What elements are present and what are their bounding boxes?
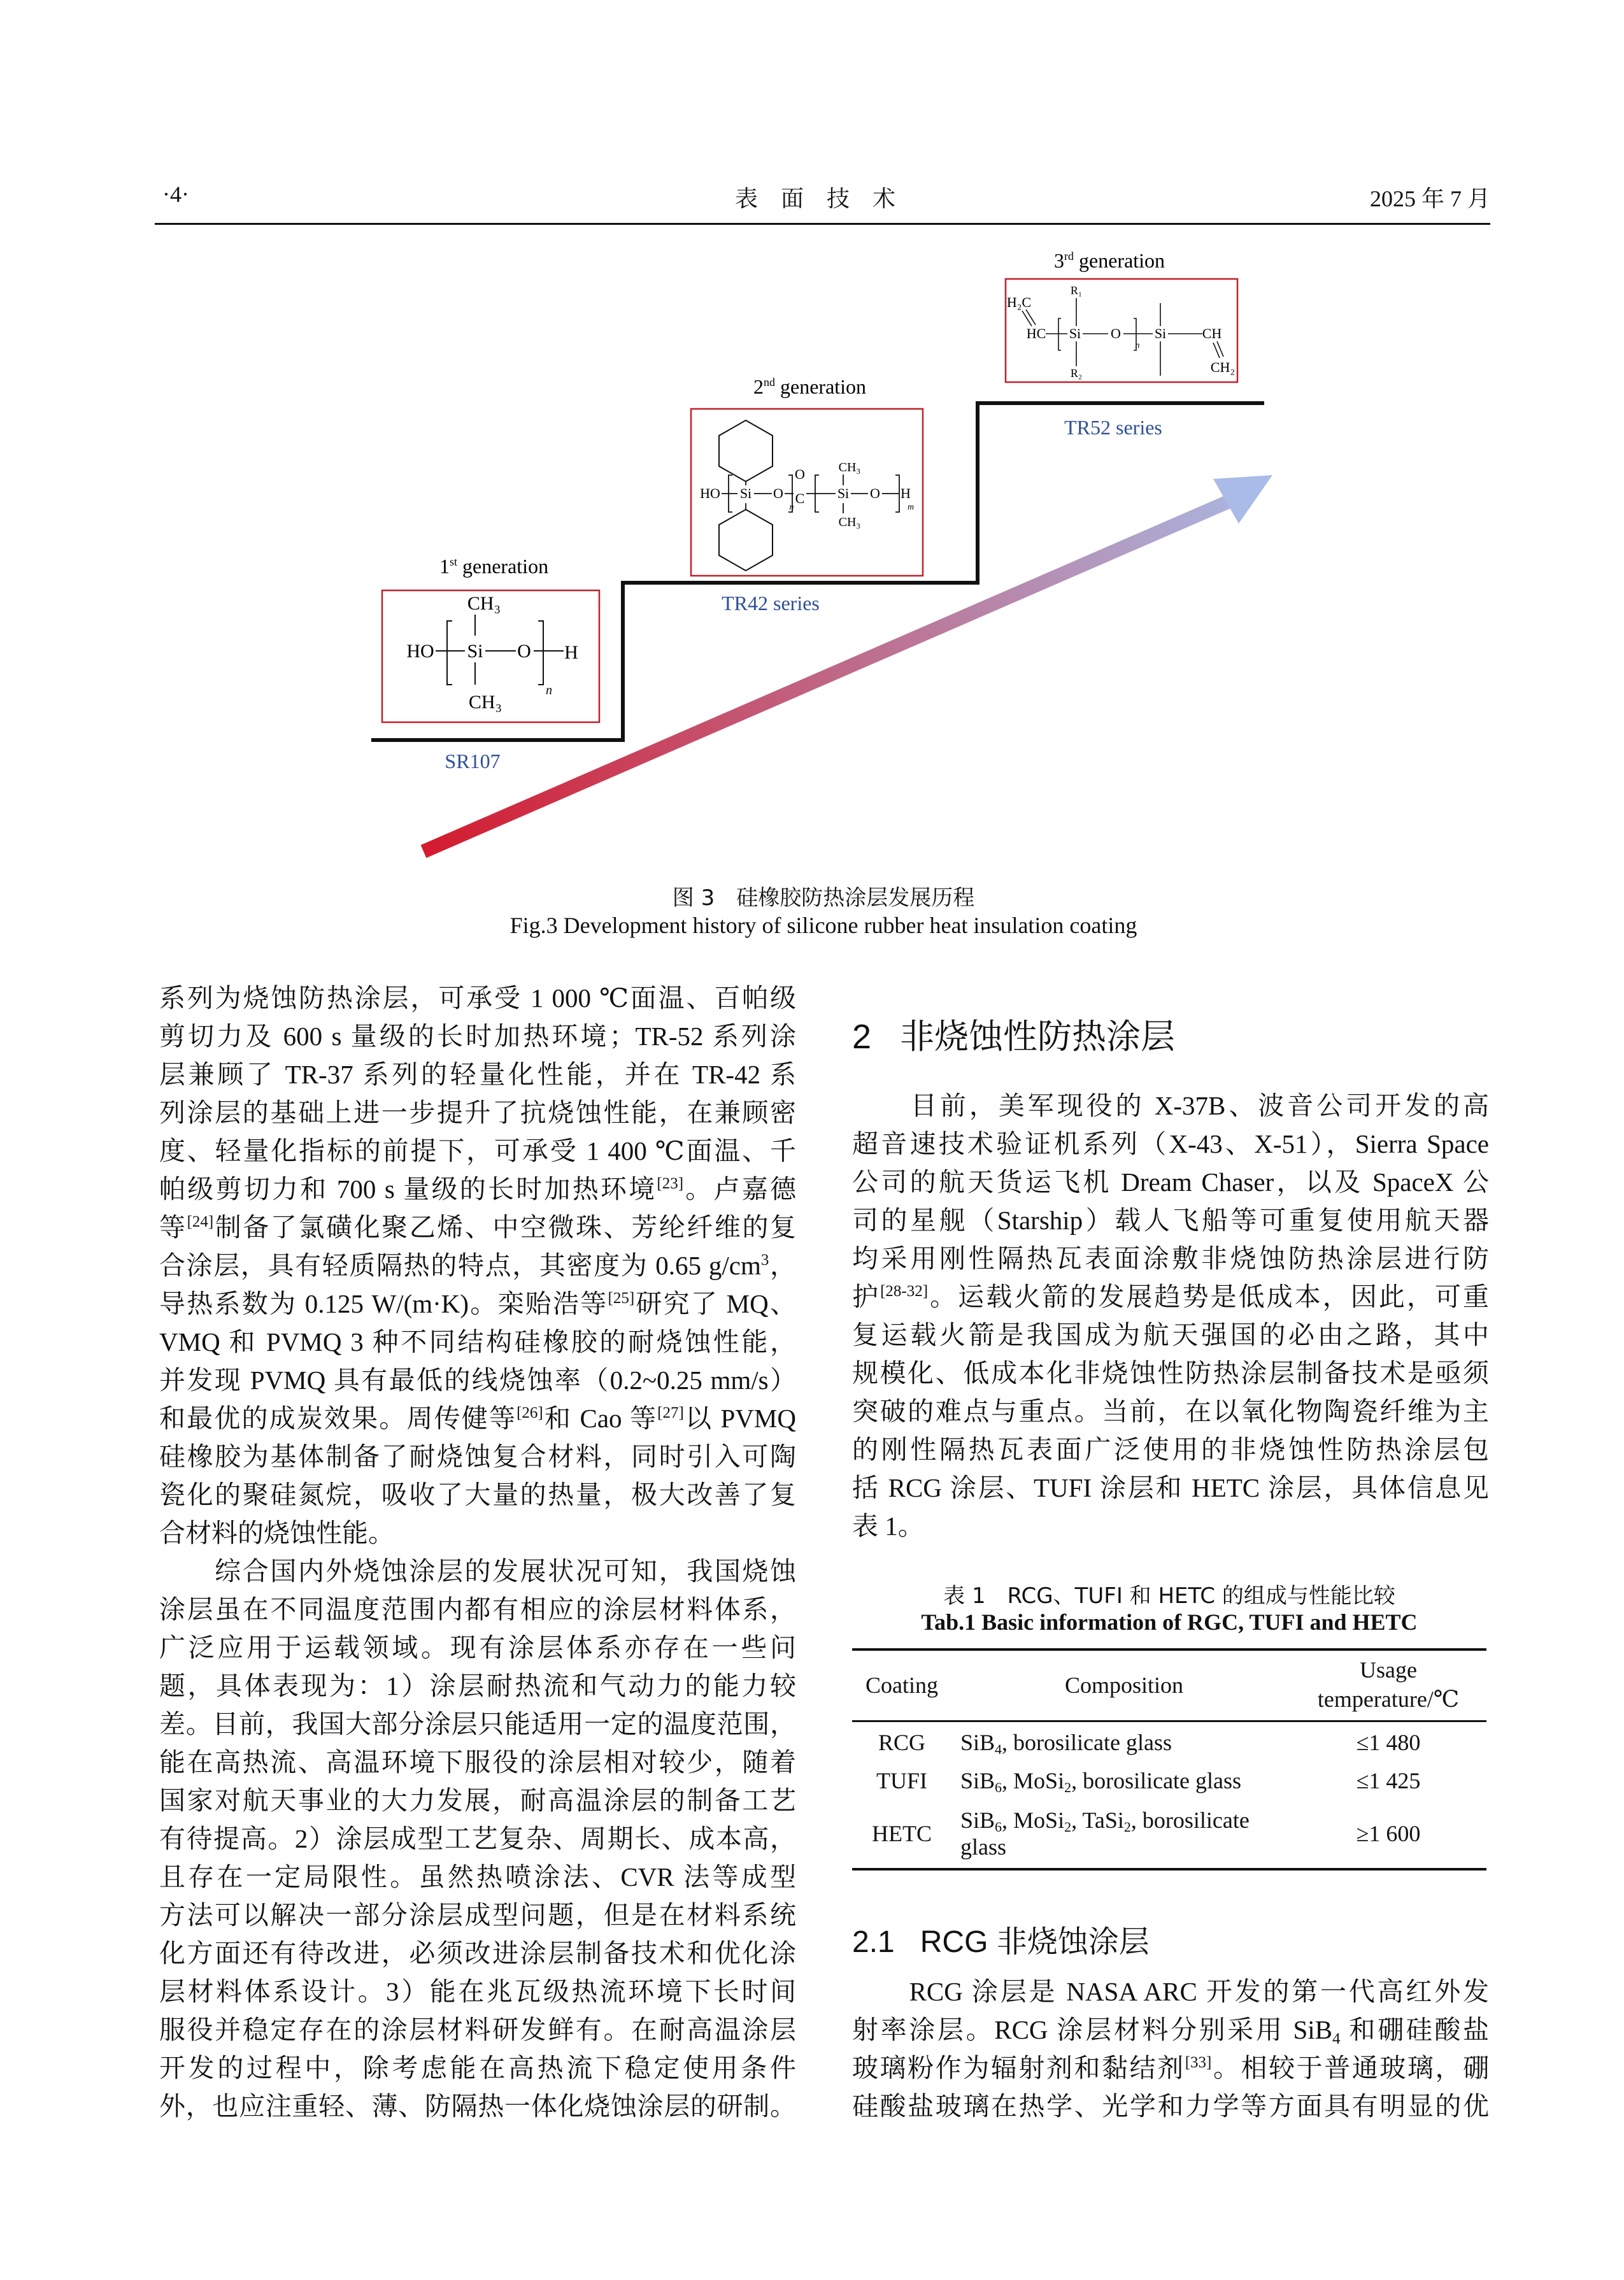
svg-text:H: H [901, 485, 911, 501]
section-2-1-heading [852, 1917, 1150, 1961]
text-run: 突破的难点与重点。当前，在以氧化物陶瓷纤维为主 [852, 1397, 1489, 1426]
figure-caption-cn: 图 3 硅橡胶防热涂层发展历程 [672, 885, 975, 911]
svg-text:O: O [517, 641, 531, 662]
citation-superscript: 3 [760, 1251, 769, 1269]
svg-text:CH₃: CH₃ [468, 692, 502, 713]
text-line [159, 1476, 796, 1514]
gen3-label: 3rd generation [1054, 249, 1165, 272]
text-line [159, 1972, 796, 2011]
text-run: 合涂层，具有轻质隔热的特点，其密度为 0.65 g/cm [159, 1251, 761, 1280]
text-run: 广泛应用于运载领域。现有涂层体系亦存在一些问 [159, 1633, 796, 1662]
svg-text:Si: Si [837, 485, 850, 501]
text-run: 复运载火箭是我国成为航天强国的必由之路，其中 [852, 1320, 1489, 1350]
text-line [159, 1132, 796, 1170]
text-line [852, 1087, 1489, 1125]
text-line [159, 1399, 796, 1437]
text-run: SiB [960, 1730, 995, 1755]
section-2-heading [852, 1009, 1175, 1058]
text-run: 服役并稳定存在的涂层材料研发鲜有。在耐高温涂层 [159, 2015, 796, 2044]
text-run: 且存在一定局限性。虽然热喷涂法、CVR 法等成型 [159, 1862, 796, 1892]
text-run: 表 1。 [852, 1511, 924, 1541]
svg-text:n: n [1135, 341, 1140, 350]
text-run: 括 RCG 涂层、TUFI 涂层和 HETC 涂层，具体信息见 [852, 1473, 1489, 1502]
text-line [159, 1437, 796, 1476]
svg-text:n: n [789, 502, 794, 512]
text-run: 护 [852, 1282, 881, 1311]
text-line [159, 979, 796, 1017]
gen2-label: 2nd generation [753, 375, 867, 398]
text-line [159, 1743, 796, 1781]
text-line [159, 1055, 796, 1094]
text-line [159, 1590, 796, 1628]
text-line [159, 1246, 796, 1285]
svg-text:H: H [564, 642, 578, 663]
gen1-label: 1st generation [439, 555, 549, 578]
header-coating: Coating [865, 1672, 938, 1698]
svg-text:O: O [773, 485, 783, 501]
svg-text:CH₃: CH₃ [838, 515, 861, 529]
text-run: 和硼硅酸盐 [1340, 2015, 1490, 2044]
text-run: VMQ 和 PVMQ 3 种不同结构硅橡胶的耐烧蚀性能， [159, 1327, 796, 1357]
subscript: 4 [1332, 2030, 1341, 2048]
text-run: 合材料的烧蚀性能。 [159, 1518, 394, 1548]
text-run: 层材料体系设计。3）能在兆瓦级热流环境下长时间 [159, 1977, 796, 2006]
text-run: 方法可以解决一部分涂层成型问题，但是在材料系统 [159, 1900, 796, 1930]
text-line [159, 1285, 796, 1323]
text-run: 导热系数为 0.125 W/(m·K)。栾贻浩等 [159, 1289, 608, 1318]
svg-text:HO: HO [406, 641, 434, 662]
text-line [852, 1316, 1489, 1354]
text-line [852, 1163, 1489, 1201]
text-line [159, 1934, 796, 1972]
subscript: 4 [995, 1741, 1002, 1757]
table-bottom-rule [852, 1868, 1486, 1870]
section-title: RCG 非烧蚀涂层 [920, 1925, 1150, 1959]
text-run: 外，也应注重轻、薄、防隔热一体化烧蚀涂层的研制。 [159, 2091, 796, 2121]
subscript: 6 [995, 1819, 1002, 1835]
text-line [852, 1278, 1489, 1316]
text-run: 硅酸盐玻璃在热学、光学和力学等方面具有明显的优 [852, 2091, 1489, 2121]
svg-text:O: O [870, 485, 880, 501]
svg-text:Si: Si [467, 641, 483, 662]
text-line [159, 1094, 796, 1132]
text-line [852, 1430, 1489, 1469]
cell-coating: TUFI [876, 1768, 927, 1793]
text-line [852, 1201, 1489, 1239]
text-run: 题，具体表现为：1）涂层耐热流和气动力的能力较 [159, 1671, 796, 1700]
text-line [159, 1896, 796, 1934]
svg-text:CH: CH [1202, 325, 1222, 341]
subscript: 2 [1064, 1819, 1072, 1835]
svg-text:CH₃: CH₃ [467, 593, 501, 614]
citation-superscript: [28-32] [880, 1283, 929, 1300]
text-line [159, 1170, 796, 1208]
text-line [159, 1858, 796, 1896]
cell-coating: HETC [872, 1821, 932, 1846]
svg-text:H₂C: H₂C [1006, 294, 1032, 310]
svg-text:R₂: R₂ [1070, 367, 1083, 380]
text-line [852, 1469, 1489, 1507]
text-line [159, 2011, 796, 2049]
left-column-text [159, 979, 796, 2125]
text-run: 化方面还有待改进，必须改进涂层制备技术和优化涂 [159, 1939, 796, 1968]
text-run: 综合国内外烧蚀涂层的发展状况可知，我国烧蚀 [159, 1557, 796, 1586]
table-top-rule [852, 1648, 1486, 1651]
text-run: 硅橡胶为基体制备了耐烧蚀复合材料，同时引入可陶 [159, 1442, 796, 1471]
text-run: 司的星舰（Starship）载人飞船等可重复使用航天器 [852, 1206, 1489, 1235]
table-header-rule [852, 1720, 1486, 1722]
text-line [159, 2087, 796, 2125]
cell-composition [960, 1728, 1172, 1756]
table-title-cn: 表 1 RCG、TUFI 和 HETC 的组成与性能比较 [943, 1583, 1395, 1609]
text-line [852, 2011, 1489, 2049]
text-run: 层兼顾了 TR-37 系列的轻量化性能，并在 TR-42 系 [159, 1060, 796, 1089]
text-line [159, 1820, 796, 1858]
page-number: ·4· [162, 182, 189, 207]
text-run: , borosilicate glass [1071, 1768, 1242, 1793]
text-run: SiB [960, 1768, 995, 1793]
text-run: 并发现 PVMQ 具有最低的线烧蚀率（0.2~0.25 mm/s） [159, 1365, 796, 1395]
text-run: 。运载火箭的发展趋势是低成本，因此，可重 [928, 1282, 1490, 1311]
cell-temperature: ≤1 480 [1356, 1730, 1421, 1755]
section-2-text [852, 1087, 1489, 1545]
text-run: 瓷化的聚硅氮烷，吸收了大量的热量，极大改善了复 [159, 1480, 796, 1509]
text-run: ， [769, 1251, 797, 1280]
svg-text:HC: HC [1026, 325, 1046, 341]
text-run: , TaSi [1071, 1807, 1124, 1833]
text-run: 列涂层的基础上进一步提升了抗烧蚀性能，在兼顾密 [159, 1098, 796, 1127]
text-line [159, 1323, 796, 1361]
text-line [852, 1239, 1489, 1278]
section-2-1-text [852, 1972, 1489, 2125]
text-run: 和最优的成炭效果。周传健等 [159, 1404, 517, 1433]
text-run: 以 PVMQ [683, 1404, 796, 1433]
svg-text:CH₂: CH₂ [1210, 359, 1236, 375]
svg-text:R₁: R₁ [1070, 284, 1083, 297]
gen2-box [691, 409, 923, 576]
cell-composition [960, 1767, 1241, 1795]
subscript: 2 [1064, 1779, 1072, 1795]
section-title: 非烧蚀性防热涂层 [900, 1018, 1176, 1056]
text-run: 目前，美军现役的 X-37B、波音公司开发的高 [852, 1091, 1489, 1120]
text-line [852, 2087, 1489, 2125]
text-line [159, 1628, 796, 1667]
cell-temperature: ≥1 600 [1356, 1821, 1421, 1846]
text-line [159, 1781, 796, 1820]
text-run: 剪切力及 600 s 量级的长时加热环境；TR-52 系列涂 [159, 1022, 796, 1051]
section-number: 2 [852, 1018, 872, 1056]
header-temperature: temperature/℃ [1317, 1686, 1460, 1712]
text-line [159, 1017, 796, 1055]
svg-text:n: n [546, 683, 552, 697]
svg-text:O: O [1111, 325, 1121, 341]
citation-superscript: [24] [187, 1213, 214, 1230]
svg-text:CH₃: CH₃ [838, 460, 861, 474]
svg-text:O: O [795, 466, 805, 482]
figure-caption-en: Fig.3 Development history of silicone rubber heat insulation coating [509, 913, 1137, 938]
journal-title: 表 面 技 术 [734, 186, 895, 212]
text-run: 等 [159, 1213, 187, 1242]
text-run: 差。目前，我国大部分涂层只能适用一定的温度范围， [159, 1709, 796, 1739]
text-run: 帕级剪切力和 700 s 量级的长时加热环境 [159, 1174, 657, 1204]
text-run: 和 Cao 等 [543, 1404, 658, 1433]
text-run: 公司的航天货运飞机 Dream Chaser，以及 SpaceX 公 [852, 1167, 1489, 1197]
series-sr107: SR107 [445, 750, 501, 773]
text-run: 射率涂层。RCG 涂层材料分别采用 SiB [852, 2015, 1333, 2044]
text-run: 。卢嘉德 [683, 1174, 796, 1204]
text-run: 的刚性隔热瓦表面广泛使用的非烧蚀性防热涂层包 [852, 1435, 1489, 1464]
text-run: , borosilicate glass [1002, 1730, 1172, 1755]
text-run: , MoSi [1002, 1768, 1065, 1793]
text-run: 均采用刚性隔热瓦表面涂敷非烧蚀防热涂层进行防 [852, 1244, 1489, 1273]
text-run: 度、轻量化指标的前提下，可承受 1 400 ℃面温、千 [159, 1136, 796, 1165]
text-line [159, 1361, 796, 1399]
cell-composition [960, 1806, 1250, 1834]
text-run: 。相较于普通玻璃，硼 [1211, 2053, 1490, 2083]
text-run: 超音速技术验证机系列（X-43、X-51），Sierra Space [852, 1129, 1489, 1158]
text-line [159, 1705, 796, 1743]
table-title-en: Tab.1 Basic information of RGC, TUFI and HETC [921, 1609, 1418, 1635]
gen2-structure [700, 420, 914, 571]
citation-superscript: [27] [657, 1404, 684, 1421]
figure-3-diagram [0, 0, 1624, 892]
subscript: 6 [995, 1779, 1002, 1795]
text-line [159, 1514, 796, 1552]
text-run: 涂层虽在不同温度范围内都有相应的涂层材料体系， [159, 1595, 796, 1624]
text-run: 系列为烧蚀防热涂层，可承受 1 000 ℃面温、百帕级 [159, 983, 796, 1013]
svg-text:Si: Si [739, 485, 752, 501]
text-line [159, 1208, 796, 1246]
text-run: 国家对航天事业的大力发展，耐高温涂层的制备工艺 [159, 1786, 796, 1815]
text-line [852, 1972, 1489, 2011]
gen1-structure [406, 593, 578, 713]
text-line [852, 2049, 1489, 2087]
series-tr42: TR42 series [722, 592, 820, 615]
text-run: 规模化、低成本化非烧蚀性防热涂层制备技术是亟须 [852, 1358, 1489, 1388]
text-run: 玻璃粉作为辐射剂和黏结剂 [852, 2053, 1185, 2083]
development-arrow [424, 500, 1232, 851]
header-usage: Usage [1360, 1657, 1417, 1683]
citation-superscript: [26] [516, 1404, 543, 1421]
svg-text:Si: Si [1154, 325, 1167, 341]
text-run: 制备了氯磺化聚乙烯、中空微珠、芳纶纤维的复 [213, 1213, 796, 1242]
citation-superscript: [25] [608, 1290, 635, 1307]
series-tr52: TR52 series [1064, 416, 1162, 439]
citation-superscript: [33] [1185, 2054, 1212, 2071]
text-run: RCG 涂层是 NASA ARC 开发的第一代高红外发 [852, 1977, 1489, 2006]
text-run: , MoSi [1002, 1807, 1065, 1833]
text-run: SiB [960, 1807, 995, 1833]
cell-composition-cont: glass [960, 1834, 1006, 1860]
text-run: 有待提高。2）涂层成型工艺复杂、周期长、成本高， [159, 1824, 796, 1853]
text-line [852, 1125, 1489, 1163]
text-run: 研究了 MQ、 [634, 1289, 796, 1318]
cell-temperature: ≤1 425 [1356, 1768, 1421, 1793]
gen3-structure [1007, 284, 1235, 380]
text-line [852, 1354, 1489, 1392]
cell-coating: RCG [878, 1730, 926, 1755]
text-line [852, 1392, 1489, 1430]
svg-text:m: m [907, 502, 915, 512]
text-line [159, 1667, 796, 1705]
svg-text:C: C [795, 490, 805, 506]
text-line [852, 1507, 1489, 1545]
text-run: , borosilicate [1130, 1807, 1250, 1833]
citation-superscript: [23] [657, 1175, 684, 1192]
header-composition: Composition [1064, 1672, 1184, 1698]
svg-text:Si: Si [1069, 325, 1081, 341]
section-number: 2.1 [852, 1925, 895, 1959]
text-line [159, 1552, 796, 1590]
issue-date: 2025 年 7 月 [1369, 186, 1490, 211]
subscript: 2 [1123, 1819, 1131, 1835]
text-line [159, 2049, 796, 2087]
text-run: 开发的过程中，除考虑能在高热流下稳定使用条件 [159, 2053, 796, 2083]
text-run: 能在高热流、高温环境下服役的涂层相对较少，随着 [159, 1748, 796, 1777]
svg-text:HO: HO [700, 485, 720, 501]
